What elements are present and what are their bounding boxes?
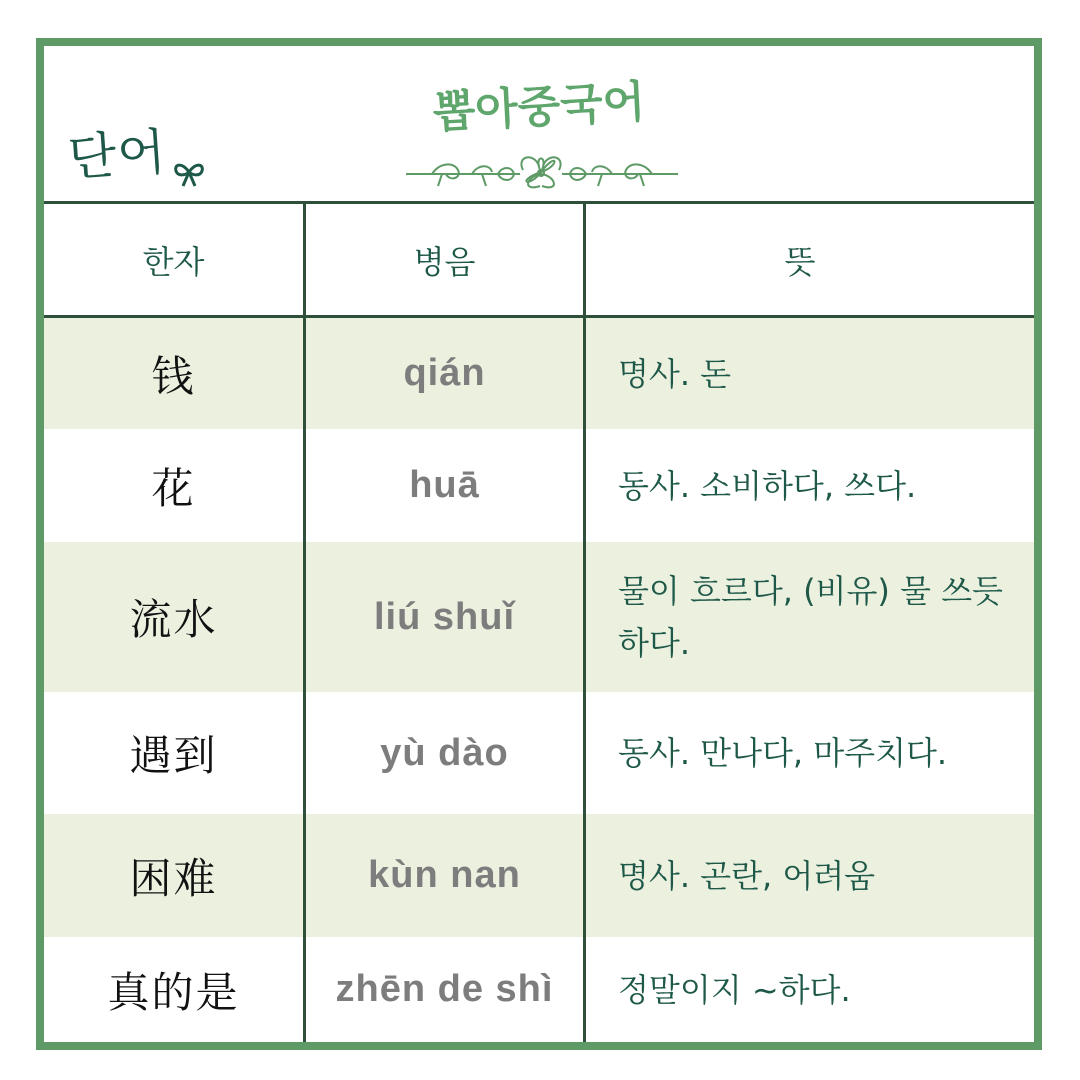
meaning-cell: 물이 흐르다, (비유) 물 쓰듯 하다.: [618, 572, 1003, 662]
meaning-cell: 명사. 곤란, 어려움: [618, 856, 876, 895]
brand-title: 뽑아중국어: [431, 76, 647, 139]
table-row: [44, 814, 1034, 937]
pinyin-cell: qián: [403, 352, 486, 394]
corner-label: 단어: [66, 122, 169, 188]
pinyin-cell: yù dào: [380, 731, 509, 774]
meaning-cell: 동사. 소비하다, 쓰다.: [618, 466, 917, 505]
hanzi-cell: 花: [151, 463, 196, 513]
hanzi-cell: 困难: [129, 853, 218, 903]
table-row: [44, 429, 1034, 542]
pinyin-cell: huā: [409, 464, 480, 506]
header-divider: [44, 315, 1034, 318]
table-row: [44, 937, 1034, 1042]
hanzi-cell: 遇到: [129, 731, 218, 780]
ribbon-icon: [172, 158, 206, 188]
hanzi-cell: 真的是: [107, 967, 240, 1017]
meaning-cell: 동사. 만나다, 마주치다.: [618, 734, 948, 772]
meaning-cell: 정말이지 ~하다.: [618, 970, 851, 1009]
hanzi-cell: 流水: [129, 595, 218, 644]
card-header: [44, 46, 1034, 204]
floral-flourish-icon: [402, 146, 682, 196]
table-row: [44, 318, 1034, 429]
column-divider: [583, 204, 586, 1042]
column-header-hanzi: 한자: [142, 242, 205, 281]
column-divider: [303, 204, 306, 1042]
pinyin-cell: kùn nan: [368, 854, 521, 896]
meaning-cell: 명사. 돈: [618, 354, 732, 393]
table-row: [44, 692, 1034, 814]
table-header-row: [44, 204, 1034, 315]
pinyin-cell: zhēn de shì: [335, 968, 554, 1010]
column-header-pinyin: 병음: [413, 242, 476, 281]
table-row: [44, 542, 1034, 692]
hanzi-cell: 钱: [151, 351, 196, 401]
vocab-card: [36, 38, 1042, 1050]
column-header-meaning: 뜻: [784, 242, 816, 281]
pinyin-cell: liú shuǐ: [374, 595, 515, 638]
vocab-table: [44, 204, 1034, 1042]
